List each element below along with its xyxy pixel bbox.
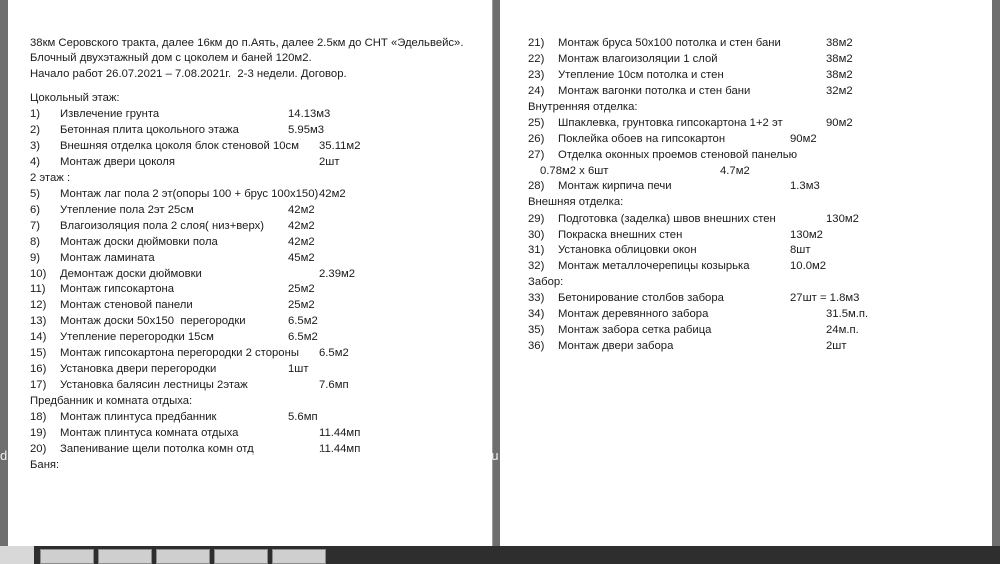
- row-quantity: 6.5м2: [288, 315, 318, 328]
- row-number: 8): [30, 235, 41, 248]
- section-basement: [30, 93, 492, 168]
- table-row: [30, 125, 492, 136]
- intro-paragraph: [30, 38, 492, 80]
- table-row: [528, 214, 992, 225]
- row-number: 5): [30, 188, 41, 201]
- watermark-text: remont.divandi.ru: [238, 448, 339, 463]
- row-description: Монтаж доски 50х150 перегородки: [60, 315, 246, 328]
- document-page-right: [500, 0, 992, 546]
- section-title: Предбанник и комната отдыха:: [30, 394, 193, 407]
- row-quantity: 27шт = 1.8м3: [790, 292, 860, 305]
- row-number: 27): [528, 148, 545, 161]
- row-quantity: 2шт: [319, 155, 340, 168]
- row-description: Установка облицовки окон: [558, 244, 697, 257]
- section-title: 2 этаж :: [30, 171, 71, 184]
- row-quantity: 31.5м.п.: [826, 308, 869, 321]
- table-row: [528, 309, 992, 320]
- section-banya-continued: [528, 38, 992, 97]
- row-quantity: 11.44мп: [319, 426, 361, 439]
- intro-line-2: Блочный двухэтажный дом с цоколем и баней 120м2.: [30, 52, 312, 65]
- table-row: [30, 284, 492, 295]
- row-number: 36): [528, 340, 545, 353]
- document-page-left: [8, 0, 493, 546]
- page-thumbnail[interactable]: [98, 549, 152, 564]
- row-quantity: 4.7м2: [720, 164, 750, 177]
- table-row: [528, 134, 992, 145]
- row-description: Монтаж бруса 50х100 потолка и стен бани: [558, 37, 781, 49]
- section-fence: [528, 277, 992, 352]
- table-row: [30, 316, 492, 327]
- table-row: [30, 189, 492, 200]
- row-description: Монтаж забора сетка рабица: [558, 324, 712, 337]
- row-number: 23): [528, 68, 545, 81]
- table-row: [528, 261, 992, 272]
- row-number: 9): [30, 251, 41, 264]
- table-row: [30, 412, 492, 423]
- row-description: Монтаж ламината: [60, 251, 155, 264]
- table-row: [528, 38, 992, 49]
- table-row: [30, 109, 492, 120]
- row-description: Монтаж влагоизоляции 1 слой: [558, 52, 718, 65]
- table-row: [528, 150, 992, 161]
- table-row: [528, 181, 992, 192]
- row-quantity: 2.39м2: [319, 267, 356, 280]
- row-description: Извлечение грунта: [60, 108, 160, 121]
- watermark-text: remont.divan: [884, 448, 960, 463]
- row-quantity: 38м2: [826, 68, 853, 81]
- row-description: Монтаж гипсокартона перегородки 2 стороны: [60, 346, 299, 359]
- row-description: Монтаж плинтуса комната отдыха: [60, 426, 239, 439]
- row-description: Монтаж деревянного забора: [558, 308, 709, 321]
- table-row: [528, 245, 992, 256]
- row-number: 20): [30, 442, 47, 455]
- row-quantity: 6.5м2: [319, 346, 349, 359]
- table-row: [30, 205, 492, 216]
- table-row: [30, 348, 492, 359]
- table-row: [528, 54, 992, 65]
- table-row: [528, 86, 992, 97]
- row-number: 6): [30, 203, 41, 216]
- row-number: 33): [528, 292, 545, 305]
- watermark-text: remont.divandi.ru: [722, 448, 823, 463]
- table-row: [30, 364, 492, 375]
- section-title: Внешняя отделка:: [528, 196, 624, 209]
- table-row: [30, 253, 492, 264]
- row-number: 10): [30, 267, 47, 280]
- row-description: Установка балясин лестницы 2этаж: [60, 378, 248, 391]
- row-number: 21): [528, 37, 545, 49]
- row-description: Монтаж плинтуса предбанник: [60, 410, 217, 423]
- row-quantity: 42м2: [288, 219, 315, 232]
- section-title: Внутренняя отделка:: [528, 100, 638, 113]
- row-number: 31): [528, 244, 545, 257]
- row-description: Монтаж кирпича печи: [558, 180, 672, 193]
- row-number: 17): [30, 378, 47, 391]
- row-quantity: 130м2: [790, 228, 823, 241]
- row-number: 16): [30, 362, 47, 375]
- table-row: [528, 341, 992, 352]
- row-quantity: 2шт: [826, 340, 847, 353]
- row-number: 13): [30, 315, 47, 328]
- row-description: Утепление 10см потолка и стен: [558, 68, 724, 81]
- row-quantity: 24м.п.: [826, 324, 859, 337]
- watermark-text: remont.divandi.ru: [560, 448, 661, 463]
- row-description: Поклейка обоев на гипсокартон: [558, 132, 726, 145]
- page-thumbnail[interactable]: [272, 549, 326, 564]
- page-thumbnail[interactable]: [40, 549, 94, 564]
- row-number: 35): [528, 324, 545, 337]
- table-row: [30, 237, 492, 248]
- table-row: [30, 141, 492, 152]
- row-number: 14): [30, 331, 47, 344]
- row-description: Монтаж двери забора: [558, 340, 674, 353]
- row-number: 11): [30, 283, 46, 296]
- row-quantity: 14.13м3: [288, 108, 331, 121]
- page-thumbnail[interactable]: [214, 549, 268, 564]
- row-number: 25): [528, 116, 545, 129]
- page-thumbnail[interactable]: [156, 549, 210, 564]
- section-title: Баня:: [30, 458, 60, 471]
- row-number: 32): [528, 260, 545, 273]
- row-description: Установка двери перегородки: [60, 362, 217, 375]
- row-quantity: 25м2: [288, 299, 315, 312]
- row-quantity: 6.5м2: [288, 331, 318, 344]
- row-description: Монтаж стеновой панели: [60, 299, 193, 312]
- row-quantity: 42м2: [319, 188, 346, 201]
- row-description: Монтаж металлочерепицы козырька: [558, 260, 750, 273]
- table-row: [30, 380, 492, 391]
- row-description: Запенивание щели потолка комн отд: [60, 442, 254, 455]
- table-row: [30, 300, 492, 311]
- row-description: Монтаж двери цоколя: [60, 155, 176, 168]
- row-description: Покраска внешних стен: [558, 228, 683, 241]
- row-number: 26): [528, 132, 545, 145]
- table-row: [528, 118, 992, 129]
- table-row: [30, 428, 492, 439]
- right-page-content: [500, 0, 992, 352]
- row-quantity: 7.6мп: [319, 378, 349, 391]
- row-quantity: 35.11м2: [319, 139, 361, 152]
- intro-line-3: Начало работ 26.07.2021 – 7.08.2021г. 2-3 недели. Договор.: [30, 67, 347, 80]
- row-description: Влагоизоляция пола 2 слоя( низ+верх): [60, 219, 265, 232]
- row-quantity: 42м2: [288, 235, 315, 248]
- table-row: [528, 230, 992, 241]
- row-description: Отделка оконных проемов стеновой панелью: [558, 148, 798, 161]
- watermark-text: di.ru: [0, 448, 26, 463]
- section-second-floor: [30, 173, 492, 391]
- table-row: [30, 444, 492, 455]
- row-description: Внешняя отделка цоколя блок стеновой 10см: [60, 139, 299, 152]
- section-title: Забор:: [528, 276, 564, 289]
- row-description: Монтаж гипсокартона: [60, 283, 175, 296]
- thumbnail-bar-start[interactable]: [0, 546, 34, 564]
- row-quantity: 42м2: [288, 203, 315, 216]
- row-number: 30): [528, 228, 545, 241]
- row-quantity: 38м2: [826, 52, 853, 65]
- row-number: 29): [528, 212, 545, 225]
- row-quantity: 32м2: [826, 84, 853, 97]
- row-number: 28): [528, 180, 545, 193]
- intro-line-1: 38км Серовского тракта, далее 16км до п.Аять, далее 2.5км до СНТ «Эдельвейс».: [30, 37, 464, 49]
- section-title: Цокольный этаж:: [30, 91, 120, 104]
- row-quantity: 45м2: [288, 251, 315, 264]
- row-description: Демонтаж доски дюймовки: [60, 267, 202, 280]
- watermark-text: remont.divandi.ru: [398, 448, 499, 463]
- row-number: 12): [30, 299, 47, 312]
- table-row: [528, 70, 992, 81]
- row-description: Утепление пола 2эт 25см: [60, 203, 194, 216]
- row-description: Монтаж вагонки потолка и стен бани: [558, 84, 751, 97]
- row-description: 0.78м2 х 6шт: [540, 164, 609, 177]
- row-quantity: 1шт: [288, 362, 309, 375]
- section-banya: [30, 460, 492, 471]
- row-number: 22): [528, 52, 545, 65]
- row-description: Бетонная плита цокольного этажа: [60, 124, 239, 137]
- row-number: 24): [528, 84, 545, 97]
- row-number: 7): [30, 219, 41, 232]
- section-interior-finishing: [528, 102, 992, 193]
- table-row: [30, 157, 492, 168]
- row-quantity: 1.3м3: [790, 180, 820, 193]
- row-quantity: 38м2: [826, 37, 853, 49]
- row-quantity: 11.44мп: [319, 442, 361, 455]
- row-number: 3): [30, 139, 41, 152]
- row-number: 4): [30, 155, 41, 168]
- row-description: Шпаклевка, грунтовка гипсокартона 1+2 эт: [558, 116, 783, 129]
- row-quantity: 10.0м2: [790, 260, 827, 273]
- left-page-content: [8, 0, 492, 471]
- row-number: 18): [30, 410, 47, 423]
- row-number: 34): [528, 308, 545, 321]
- table-row: [30, 221, 492, 232]
- row-quantity: 130м2: [826, 212, 859, 225]
- row-number: 19): [30, 426, 47, 439]
- row-quantity: 5.6мп: [288, 410, 318, 423]
- table-row: [528, 166, 992, 177]
- row-number: 15): [30, 346, 47, 359]
- row-quantity: 90м2: [826, 116, 853, 129]
- row-quantity: 90м2: [790, 132, 817, 145]
- row-description: Утепление перегородки 15см: [60, 331, 214, 344]
- row-description: Монтаж доски дюймовки пола: [60, 235, 218, 248]
- table-row: [30, 269, 492, 280]
- table-row: [30, 332, 492, 343]
- row-quantity: 8шт: [790, 244, 811, 257]
- table-row: [528, 293, 992, 304]
- table-row: [528, 325, 992, 336]
- row-number: 1): [30, 108, 41, 121]
- row-description: Подготовка (заделка) швов внешних стен: [558, 212, 776, 225]
- row-number: 2): [30, 124, 41, 137]
- section-exterior-finishing: [528, 197, 992, 272]
- row-description: Бетонирование столбов забора: [558, 292, 724, 305]
- section-anteroom: [30, 396, 492, 455]
- row-quantity: 5.95м3: [288, 124, 325, 137]
- row-description: Монтаж лаг пола 2 эт(опоры 100 + брус 100х150): [60, 188, 319, 201]
- row-quantity: 25м2: [288, 283, 315, 296]
- thumbnail-bar[interactable]: [0, 546, 1000, 564]
